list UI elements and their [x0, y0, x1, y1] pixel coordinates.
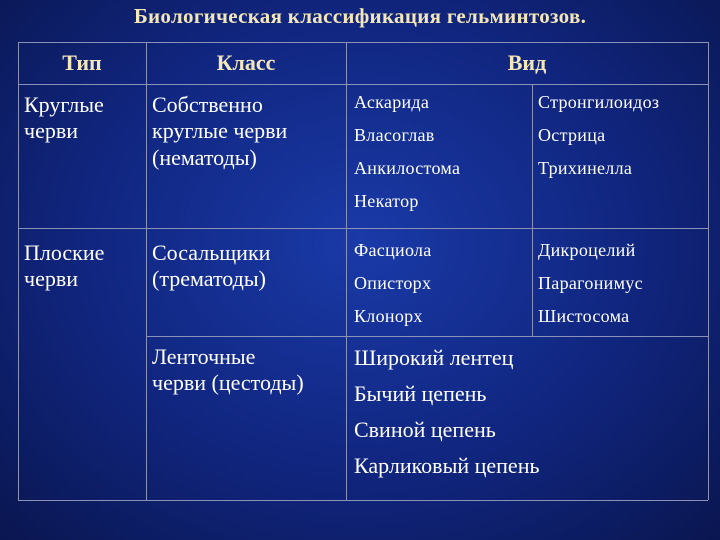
- header-class: Класс: [216, 50, 276, 75]
- class-trematodes: Сосальщики (трематоды): [152, 240, 271, 292]
- table-line-left: [18, 42, 19, 500]
- header-species: Вид: [507, 50, 547, 75]
- species-cestodes: Широкий лентец Бычий цепень Свиной цепень Карликовый цепень: [354, 345, 540, 478]
- table-line-flukes: [146, 336, 708, 337]
- table-line-round: [18, 228, 708, 229]
- table-line-header: [18, 84, 708, 85]
- species-trematodes-a: Фасциола Описторх Клонорх: [354, 240, 432, 326]
- species-nematodes-a: Аскарида Власоглав Анкилостома Некатор: [354, 92, 461, 211]
- page-title: Биологическая классификация гельминтозов.: [133, 4, 587, 28]
- table-line-class: [346, 42, 347, 500]
- class-cestodes: Ленточные черви (цестоды): [152, 344, 304, 396]
- type-flat-worms: Плоские черви: [24, 240, 105, 292]
- type-round-worms: Круглые черви: [24, 92, 104, 144]
- table-line-top: [18, 42, 708, 43]
- class-nematodes: Собственно круглые черви (нематоды): [152, 92, 288, 170]
- species-nematodes-b: Стронгилоидоз Острица Трихинелла: [538, 92, 660, 178]
- table-line-species: [532, 84, 533, 336]
- table-line-bottom: [18, 500, 708, 501]
- table-line-type: [146, 42, 147, 500]
- header-type: Тип: [62, 50, 102, 75]
- species-trematodes-b: Дикроцелий Парагонимус Шистосома: [538, 240, 643, 326]
- table-line-right: [708, 42, 709, 500]
